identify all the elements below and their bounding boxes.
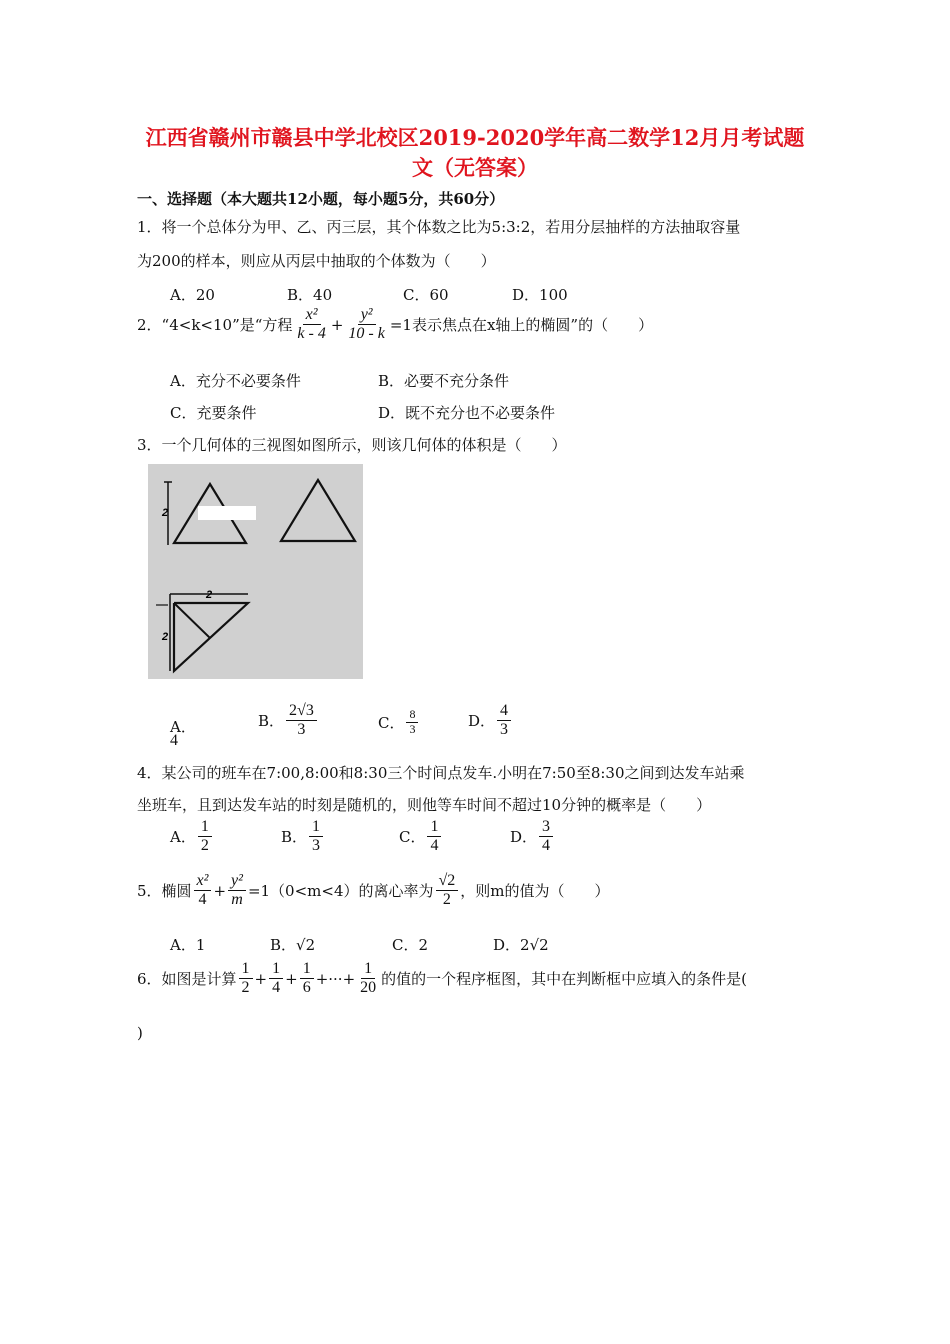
- q4-option-b-num: 1: [309, 818, 323, 837]
- q6-term-1-num: 1: [239, 960, 253, 979]
- q5-frac3-den: 2: [442, 891, 451, 909]
- dim-label-top-width: 2: [206, 589, 213, 601]
- q3-option-c-label: C．: [378, 713, 405, 732]
- q6-line-2: ): [137, 1024, 143, 1042]
- q5-fraction-1: [194, 872, 212, 910]
- q1-option-a: A．20: [170, 286, 215, 304]
- q5-fraction-2: [228, 872, 246, 910]
- q2-option-c: C．充要条件: [170, 404, 257, 422]
- q6-plus-2: +: [285, 969, 298, 988]
- q4-option-c-fraction: [427, 818, 441, 856]
- q4-option-b: [281, 818, 325, 856]
- q1-option-d: D．100: [512, 286, 568, 304]
- q3-option-b-den: 3: [297, 721, 306, 739]
- q4-option-b-fraction: [309, 818, 323, 856]
- q5-prefix: 5．椭圆: [137, 882, 192, 901]
- q4-option-a-den: 2: [200, 837, 209, 855]
- three-view-figure: [148, 464, 363, 679]
- q3-option-a-label: A．: [170, 718, 196, 736]
- q3-option-b-fraction: [286, 702, 317, 740]
- q3-option-b-num: 2√3: [286, 702, 317, 721]
- q3-option-d-den: 3: [500, 721, 509, 739]
- q4-option-c: [399, 818, 443, 856]
- q3-option-a-value: 4: [170, 732, 178, 749]
- q5-plus: +: [213, 881, 227, 900]
- q3-option-d-label: D．: [468, 712, 496, 731]
- q6-ellipsis: +···+: [315, 969, 356, 988]
- q2-frac2-den: 10 - k: [348, 325, 385, 343]
- q6-line: [137, 960, 747, 998]
- three-view-drawing: [148, 464, 363, 679]
- q2-fraction-1: [294, 306, 328, 344]
- q3-option-c-den: 3: [409, 721, 416, 736]
- q1-line-2: 为200的样本，则应从丙层中抽取的个体数为（ ）: [137, 252, 496, 270]
- q5-option-c: C．2: [392, 936, 429, 954]
- q4-option-c-label: C．: [399, 828, 426, 847]
- q6-term-2-den: 4: [272, 979, 281, 997]
- q5-fraction-3: [436, 872, 459, 910]
- q6-term-last-num: 1: [361, 960, 375, 979]
- q4-option-d-den: 4: [542, 837, 551, 855]
- q5-frac2-num: y²: [228, 872, 246, 891]
- q4-option-a-fraction: [198, 818, 212, 856]
- q2-fraction-2: [345, 306, 387, 344]
- q3-option-c: [378, 708, 420, 737]
- q3-option-d-fraction: [497, 702, 511, 740]
- q4-option-a-label: A．: [170, 828, 196, 847]
- q2-plus: +: [330, 315, 344, 334]
- q5-frac1-den: 4: [198, 891, 207, 909]
- q6-term-last-den: 20: [360, 979, 377, 997]
- q2-option-d: D．既不充分也不必要条件: [378, 404, 556, 422]
- q1-line-1: 1．将一个总体分为甲、乙、丙三层，其个体数之比为5:3:2，若用分层抽样的方法抽取容量: [137, 218, 741, 236]
- q6-term-2-num: 1: [269, 960, 283, 979]
- q3-text: 3．一个几何体的三视图如图所示，则该几何体的体积是（ ）: [137, 436, 567, 454]
- q5-middle: =1（0<m<4）的离心率为: [247, 882, 434, 901]
- q3-option-c-num: 8: [406, 708, 418, 723]
- q2-option-a: A．充分不必要条件: [170, 372, 301, 390]
- q4-option-c-den: 4: [430, 837, 439, 855]
- title-line-2: 文（无答案）: [412, 155, 538, 180]
- q4-option-b-den: 3: [312, 837, 321, 855]
- q1-option-c: C．60: [403, 286, 449, 304]
- q6-term-1: [239, 960, 253, 998]
- q6-term-2: [269, 960, 283, 998]
- q6-prefix: 6．如图是计算: [137, 970, 237, 989]
- q6-plus-1: +: [254, 969, 268, 988]
- q3-option-c-fraction: [406, 708, 418, 737]
- q6-term-last: [357, 960, 379, 998]
- dim-label-front: 2: [162, 507, 169, 519]
- q2-line: [137, 306, 653, 344]
- section-heading: 一、选择题（本大题共12小题，每小题5分，共60分）: [137, 190, 505, 208]
- q4-option-d-fraction: [539, 818, 553, 856]
- q3-option-d: [468, 702, 513, 740]
- q6-term-3-den: 6: [302, 979, 311, 997]
- q4-option-d: [510, 818, 555, 856]
- q2-prefix: 2．“4<k<10”是“方程: [137, 316, 293, 335]
- q4-line-1: 4．某公司的班车在7:00,8:00和8:30三个时间点发车.小明在7:50至8:30之间到达发车站乘: [137, 764, 745, 782]
- q2-suffix: =1表示焦点在x轴上的椭圆”的（ ）: [389, 316, 654, 335]
- q1-option-b: B．40: [287, 286, 333, 304]
- q4-line-2: 坐班车，且到达发车站的时刻是随机的，则他等车时间不超过10分钟的概率是（ ）: [137, 796, 712, 814]
- q4-option-a-num: 1: [198, 818, 212, 837]
- q3-option-b: [258, 702, 319, 740]
- q2-frac1-num: x²: [303, 306, 321, 325]
- q3-option-b-label: B．: [258, 712, 285, 731]
- q5-suffix: ，则m的值为（ ）: [460, 882, 610, 901]
- q3-option-d-num: 4: [497, 702, 511, 721]
- q2-frac1-den: k - 4: [297, 325, 326, 343]
- q6-term-1-den: 2: [241, 979, 250, 997]
- q4-option-c-num: 1: [427, 818, 441, 837]
- q6-term-3-num: 1: [300, 960, 314, 979]
- q6-suffix: 的值的一个程序框图，其中在判断框中应填入的条件是(: [381, 970, 748, 989]
- q6-term-3: [300, 960, 314, 998]
- q5-option-a: A．1: [170, 936, 206, 954]
- q5-line: [137, 872, 610, 910]
- q5-frac3-num: √2: [436, 872, 459, 891]
- q4-option-b-label: B．: [281, 828, 308, 847]
- q5-option-b: B．√2: [270, 936, 316, 954]
- q2-option-b: B．必要不充分条件: [378, 372, 510, 390]
- title-line-1: 江西省赣州市赣县中学北校区2019-2020学年高二数学12月月考试题: [145, 125, 805, 150]
- q2-frac2-num: y²: [358, 306, 376, 325]
- q5-option-d: D．2√2: [493, 936, 549, 954]
- q4-option-d-num: 3: [539, 818, 553, 837]
- q5-frac1-num: x²: [194, 872, 212, 891]
- q4-option-a: [170, 818, 214, 856]
- q4-option-d-label: D．: [510, 828, 538, 847]
- dim-label-top-height: 2: [162, 631, 169, 643]
- q5-frac2-den: m: [231, 891, 243, 909]
